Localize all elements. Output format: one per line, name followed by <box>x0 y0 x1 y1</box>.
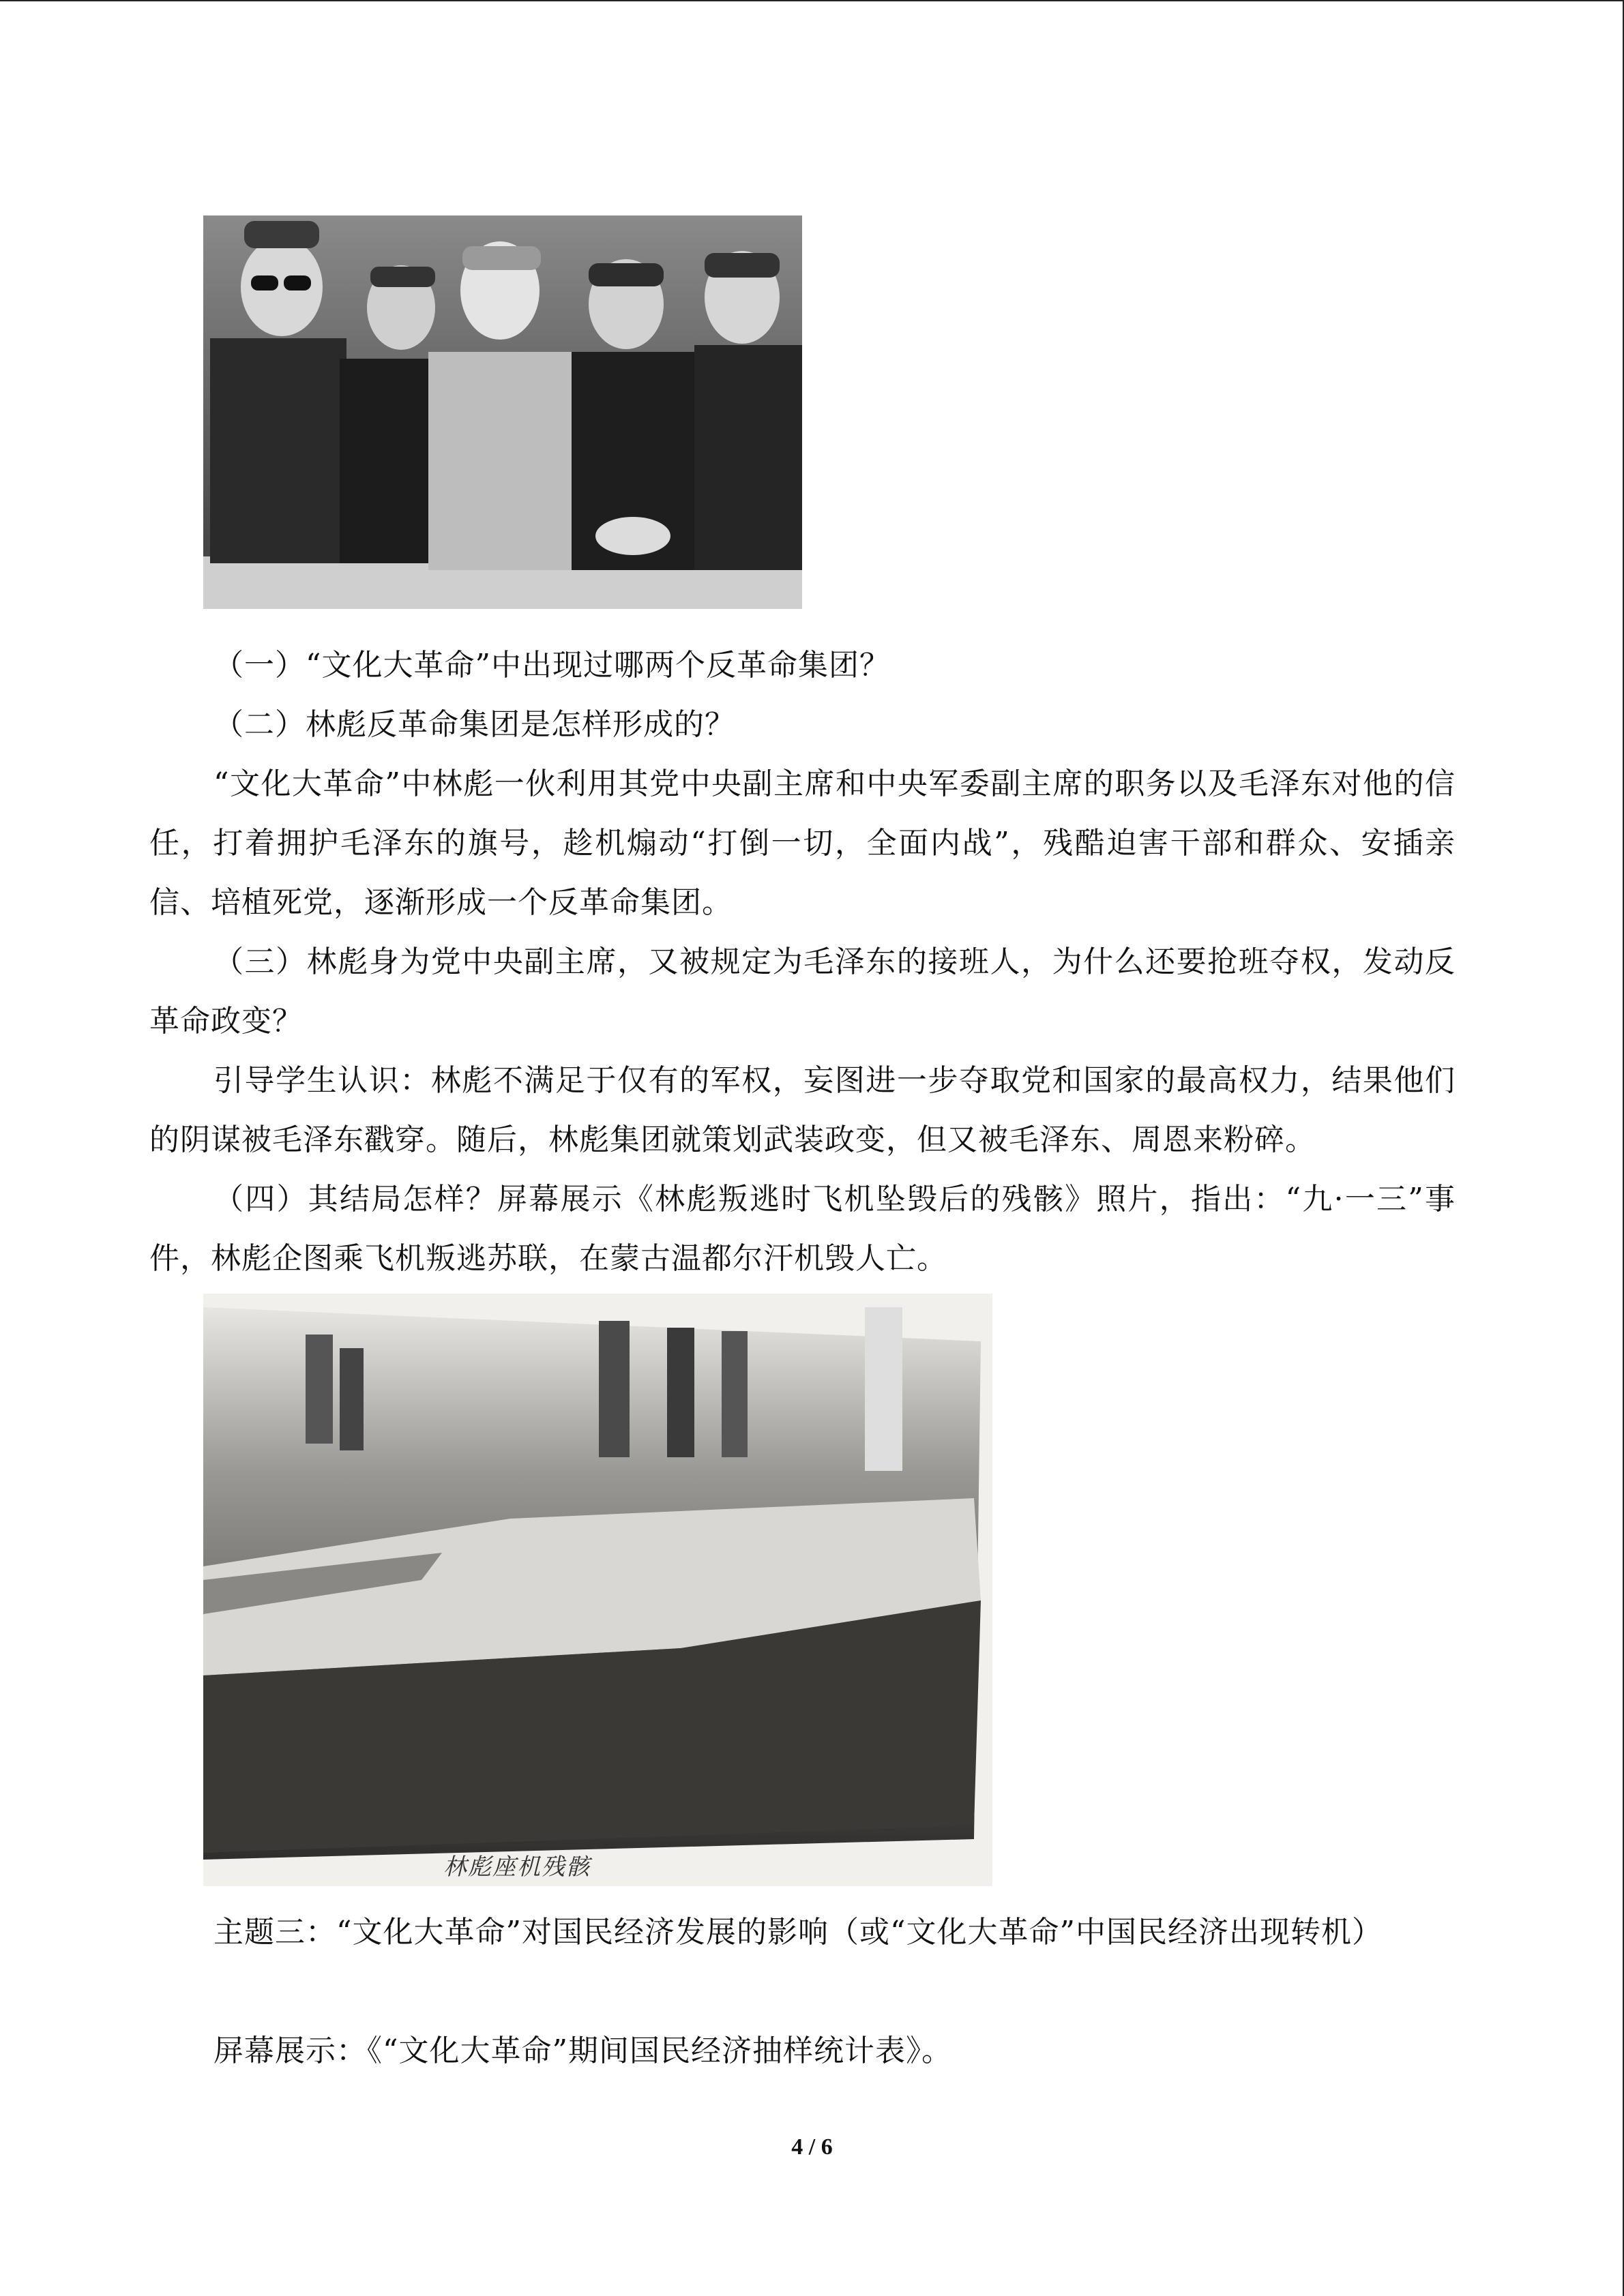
question-1: （一）“文化大革命”中出现过哪两个反革命集团？ <box>213 648 890 683</box>
group-portrait-photo <box>203 215 802 609</box>
plane-wreckage-photo <box>203 1294 992 1886</box>
question-4: （四）其结局怎样？屏幕展示《林彪叛逃时飞机坠毁后的残骸》照片，指出：“九·一三”事件，林彪企图乘飞机叛逃苏联，在蒙古温都尔汗机毁人亡。 <box>149 1182 1456 1276</box>
question-2: （二）林彪反革命集团是怎样形成的？ <box>213 707 735 742</box>
answer-3: 引导学生认识：林彪不满足于仅有的军权，妄图进一步夺取党和国家的最高权力，结果他们的阴谋被毛泽东戳穿。随后，林彪集团就策划武装政变，但又被毛泽东、周恩来粉碎。 <box>149 1063 1456 1157</box>
wreckage-photo-caption: 林彪座机残骸 <box>443 1853 591 1881</box>
question-3: （三）林彪身为党中央副主席，又被规定为毛泽东的接班人，为什么还要抢班夺权，发动反革命政变？ <box>149 944 1456 1039</box>
page-number: 4 / 6 <box>791 2134 833 2160</box>
theme-3: 主题三：“文化大革命”对国民经济发展的影响（或“文化大革命”中国民经济出现转机） <box>213 1915 1383 1950</box>
answer-2: “文化大革命”中林彪一伙利用其党中央副主席和中央军委副主席的职务以及毛泽东对他的信任，打着拥护毛泽东的旗号，趁机煽动“打倒一切，全面内战”，残酷迫害干部和群众、安插亲信、培植死党，逐渐形成一个反革命集团。 <box>149 766 1456 920</box>
screen-display: 屏幕展示：《“文化大革命”期间国民经济抽样统计表》。 <box>213 2033 952 2068</box>
